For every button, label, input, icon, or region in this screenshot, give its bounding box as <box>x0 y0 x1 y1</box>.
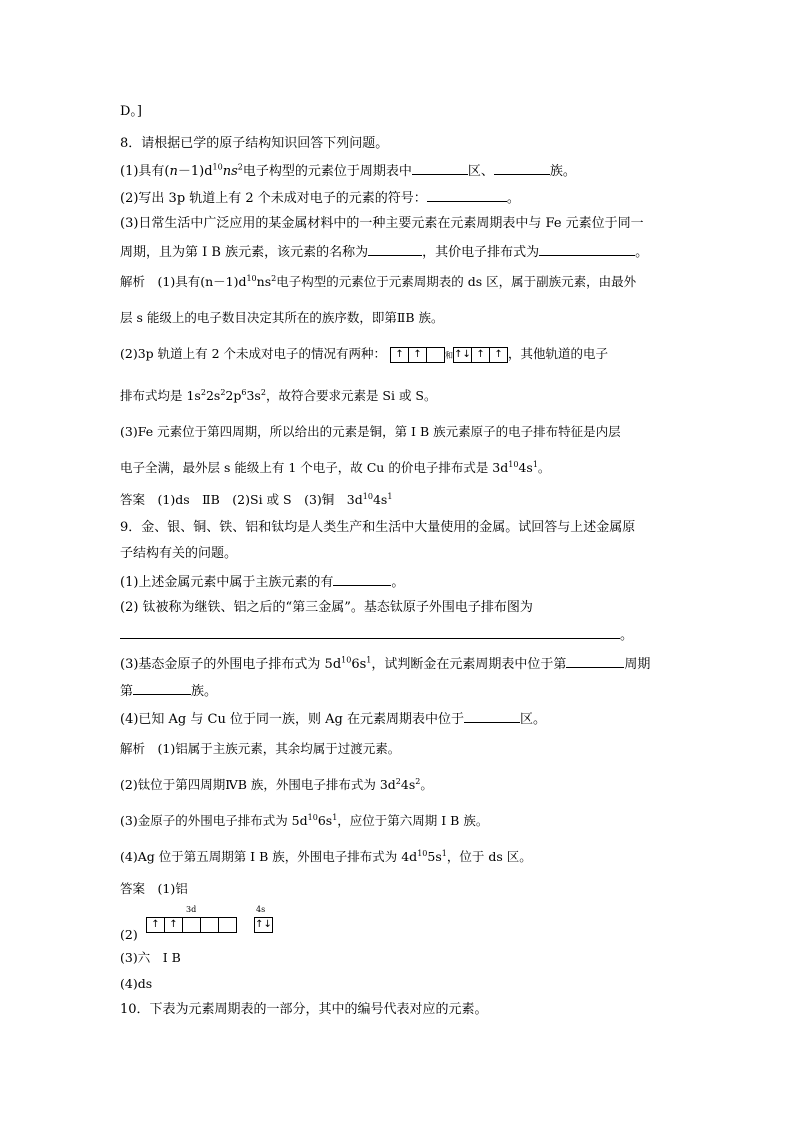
question-8-analysis-1b: 层 s 能级上的电子数目决定其所在的族序数，即第ⅡB 族。 <box>120 310 444 325</box>
question-10-title: 10．下表为元素周期表的一部分，其中的编号代表对应的元素。 <box>120 1002 488 1017</box>
orbital-box: ↑ <box>391 347 409 362</box>
question-8-analysis-2b: 排布式均是 $1s^22s^22p^63s^2$，故符合要求元素是 Si 或 S。 <box>120 387 437 403</box>
question-8-analysis-2: (2)3p 轨道上有 2 个未成对电子的情况有两种： ↑ ↑ 和 ↑↓ ↑ ↑ ，其他轨道的电子 <box>120 346 609 361</box>
orbital-box <box>201 918 219 933</box>
question-9-part-2b: 。 <box>120 626 633 644</box>
orbital-box: ↑ <box>409 347 427 362</box>
answer-blank[interactable] <box>566 655 624 668</box>
answer-blank[interactable] <box>120 626 620 639</box>
orbital-diagram-3p-a <box>390 347 445 363</box>
orbital-diagram-3p-b <box>453 347 508 363</box>
answer-label: (2) <box>120 927 138 942</box>
question-8-answer: 答案 (1)ds ⅡB (2)Si 或 S (3)铜 $3d^{10}4s^1$ <box>120 491 393 507</box>
question-9-analysis-1: 解析 (1)铝属于主族元素，其余均属于过渡元素。 <box>120 741 401 756</box>
question-8-part-3b: 周期，且为第 Ⅰ B 族元素，该元素的名称为 ，其价电子排布式为 。 <box>120 245 649 260</box>
orbital-diagram-4s <box>254 917 273 933</box>
answer-blank[interactable] <box>133 682 191 695</box>
question-8-part-1: (1)具有$(n-1)d^{10}ns^2$电子构型的元素位于周期表中 区、 族。 <box>120 162 576 179</box>
question-9-analysis-3: (3)金原子的外围电子排布式为 $5d^{10}6s^1$，应位于第六周期 Ⅰ B 族。 <box>120 812 489 828</box>
answer-blank[interactable] <box>494 162 550 175</box>
question-8-analysis-1: 解析 (1)具有$(n-1)d^{10}ns^2$电子构型的元素位于元素周期表的 ds 区，属于副族元素，由最外 <box>120 273 637 289</box>
answer-blank[interactable] <box>464 710 520 723</box>
question-8-part-3a: (3)日常生活中广泛应用的某金属材料中的一种主要元素在元素周期表中与 Fe 元素位于同一 <box>120 216 644 231</box>
orbital-label-4s: 4s <box>256 905 266 914</box>
question-9-part-3: (3)基态金原子的外围电子排布式为 $5d^{10}6s^1$，试判断金在元素周期表中位于第 周期 <box>120 655 651 672</box>
question-9-part-3b: 第 族。 <box>120 684 218 699</box>
orbital-box: ↑ <box>490 347 508 362</box>
question-8-analysis-3: (3)Fe 元素位于第四周期，所以给出的元素是铜，第 Ⅰ B 族元素原子的电子排布特征是内层 <box>120 424 621 439</box>
question-9-part-2: (2) 钛被称为继铁、铝之后的“第三金属”。基态钛原子外围电子排布图为 <box>120 600 533 615</box>
question-9-answer-1: 答案 (1)铝 <box>120 881 188 896</box>
orbital-box: ↑ <box>147 918 165 933</box>
orbital-box <box>427 347 445 362</box>
answer-blank[interactable] <box>412 162 468 175</box>
answer-blank[interactable] <box>539 243 635 256</box>
question-9-part-4: (4)已知 Ag 与 Cu 位于同一族，则 Ag 在元素周期表中位于 区。 <box>120 712 546 727</box>
text-line: D。] <box>120 104 142 119</box>
question-9-analysis-4: (4)Ag 位于第五周期第 Ⅰ B 族，外围电子排布式为 $4d^{10}5s^1$，位于 ds 区。 <box>120 848 532 864</box>
question-8-part-2: (2)写出 3p 轨道上有 2 个未成对电子的元素的符号： 。 <box>120 191 520 206</box>
orbital-box <box>183 918 201 933</box>
question-8-title: 8．请根据已学的原子结构知识回答下列问题。 <box>120 136 389 151</box>
question-8-analysis-3b: 电子全满，最外层 s 能级上有 1 个电子，故 Cu 的价电子排布式是 $3d^{10}4s^1$。 <box>120 459 551 475</box>
answer-blank[interactable] <box>368 243 422 256</box>
orbital-box: ↑ <box>165 918 183 933</box>
question-9-part-1: (1)上述金属元素中属于主族元素的有 。 <box>120 575 405 590</box>
question-9-analysis-2: (2)钛位于第四周期ⅣB 族，外围电子排布式为 $3d^24s^2$。 <box>120 776 433 792</box>
answer-blank[interactable] <box>333 573 391 586</box>
answer-blank[interactable] <box>427 189 507 202</box>
orbital-box: ↑ <box>472 347 490 362</box>
orbital-box <box>219 918 237 933</box>
question-9-answer-2 <box>120 905 320 945</box>
question-9-answer-4: (4)ds <box>120 976 153 991</box>
orbital-label-3d: 3d <box>186 905 197 914</box>
question-9-answer-3: (3)六 Ⅰ B <box>120 950 181 965</box>
orbital-box: ↑↓ <box>255 918 273 933</box>
question-9-title: 9．金、银、铜、铁、铝和钛均是人类生产和生活中大量使用的金属。试回答与上述金属原 <box>120 520 636 535</box>
question-9-title-2: 子结构有关的问题。 <box>120 546 238 561</box>
orbital-box: ↑↓ <box>454 347 472 362</box>
orbital-diagram-3d <box>146 917 237 933</box>
